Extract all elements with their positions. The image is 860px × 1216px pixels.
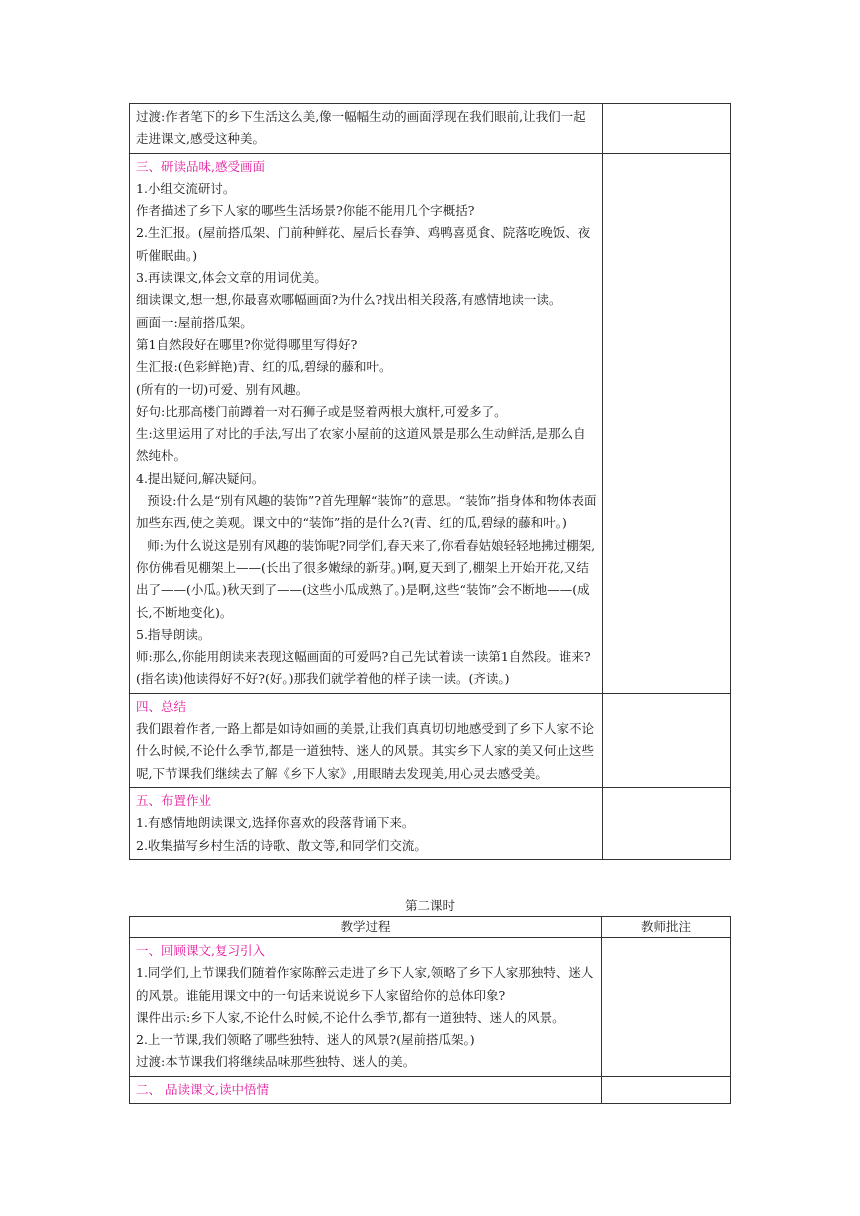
paragraph: 生:这里运用了对比的手法,写出了农家小屋前的这道风景是那么生动鲜活,是那么自然纯朴。 <box>136 426 586 464</box>
paragraph: 过渡:本节课我们将继续品味那些独特、迷人的美。 <box>136 1054 416 1070</box>
column-header-process: 教学过程 <box>130 917 602 938</box>
transition-text: 过渡:作者笔下的乡下生活这么美,像一幅幅生动的画面浮现在我们眼前,让我们一起走进课文,感受这种美。 <box>136 109 586 147</box>
table-row <box>130 938 731 1077</box>
paragraph: 课件出示:乡下人家,不论什么时候,不论什么季节,都有一道独特、迷人的风景。 <box>136 1009 565 1025</box>
table-row <box>130 104 731 154</box>
paragraph: 预设:什么是“别有风趣的装饰”?首先理解“装饰”的意思。“装饰”指身体和物体表面加些东西,使之美观。课文中的“装饰”指的是什么?(青、红的瓜,碧绿的藤和叶。) <box>136 493 597 531</box>
paragraph: 2.生汇报。(屋前搭瓜架、门前种鲜花、屋后长春笋、鸡鸭喜觅食、院落吃晚饭、夜听催眠曲。) <box>136 225 591 263</box>
paragraph: 师:为什么说这是别有风趣的装饰呢?同学们,春天来了,你看春姑娘轻轻地拂过棚架,你仿佛看见棚架上——(长出了很多嫩绿的新芽。)啊,夏天到了,棚架上开始开花,又结出了——(小瓜。)秋天到了——(这些小瓜成熟了。)是啊,这些“装饰”会不断地——(成长,不断地变化)。 <box>136 537 596 620</box>
paragraph: 好句:比那高楼门前蹲着一对石狮子或是竖着两根大旗杆,可爱多了。 <box>136 403 507 419</box>
section-heading: 三、研读品味,感受画面 <box>136 158 265 174</box>
lesson-plan-table-part2 <box>129 916 731 1104</box>
process-cell <box>130 153 603 693</box>
teacher-notes-cell <box>603 104 731 154</box>
paragraph: 2.收集描写乡村生活的诗歌、散文等,和同学们交流。 <box>136 837 427 853</box>
table-header-row <box>130 917 731 938</box>
lesson-plan-table-part1 <box>129 103 731 860</box>
paragraph: 作者描述了乡下人家的哪些生活场景?你能不能用几个字概括? <box>136 203 475 219</box>
process-cell <box>130 104 603 154</box>
table-row <box>130 153 731 693</box>
paragraph: 1.小组交流研讨。 <box>136 180 236 196</box>
paragraph: 师:那么,你能用朗读来表现这幅画面的可爱吗?自己先试着读一读第1自然段。谁来?(指名读)他读得好不好?(好。)那我们就学着他的样子读一读。(齐读。) <box>136 649 591 687</box>
process-cell <box>130 938 602 1077</box>
paragraph: 第1自然段好在哪里?你觉得哪里写得好? <box>136 336 358 352</box>
paragraph: (所有的一切)可爱、别有风趣。 <box>136 381 309 397</box>
paragraph: 生汇报:(色彩鲜艳)青、红的瓜,碧绿的藤和叶。 <box>136 359 392 375</box>
teacher-notes-cell <box>602 1076 731 1103</box>
section-heading: 二、 品读课文,读中悟情 <box>136 1081 269 1097</box>
paragraph: 3.再读课文,体会文章的用词优美。 <box>136 270 327 286</box>
lesson-title: 第二课时 <box>404 898 455 913</box>
process-cell <box>130 787 603 859</box>
column-header-notes: 教师批注 <box>602 917 731 938</box>
paragraph: 1.有感情地朗读课文,选择你喜欢的段落背诵下来。 <box>136 815 415 831</box>
paragraph: 画面一:屋前搭瓜架。 <box>136 314 253 330</box>
table-row <box>130 693 731 787</box>
section-heading: 四、总结 <box>136 698 187 714</box>
section-heading: 五、布置作业 <box>136 792 212 808</box>
paragraph: 1.同学们,上节课我们随着作家陈醉云走进了乡下人家,领略了乡下人家那独特、迷人的风景。谁能用课文中的一句话来说说乡下人家留给你的总体印象? <box>136 965 594 1003</box>
table-row <box>130 1076 731 1103</box>
process-cell <box>130 693 603 787</box>
paragraph: 细读课文,想一想,你最喜欢哪幅画面?为什么?找出相关段落,有感情地读一读。 <box>136 292 562 308</box>
table-row <box>130 787 731 859</box>
paragraph: 4.提出疑问,解决疑问。 <box>136 470 265 486</box>
teacher-notes-cell <box>602 938 731 1077</box>
paragraph: 2.上一节课,我们领略了哪些独特、迷人的风景?(屋前搭瓜架。) <box>136 1032 475 1048</box>
section-heading: 一、回顾课文,复习引入 <box>136 943 265 958</box>
teacher-notes-cell <box>603 787 731 859</box>
teacher-notes-cell <box>603 693 731 787</box>
paragraph: 5.指导朗读。 <box>136 626 211 642</box>
paragraph: 我们跟着作者,一路上都是如诗如画的美景,让我们真真切切地感受到了乡下人家不论什么时候,不论什么季节,都是一道独特、迷人的风景。其实乡下人家的美又何止这些呢,下节课我们继续去了解《乡下人家》,用眼睛去发现美,用心灵去感受美。 <box>136 721 594 781</box>
teacher-notes-cell <box>603 153 731 693</box>
process-cell <box>130 1076 602 1103</box>
